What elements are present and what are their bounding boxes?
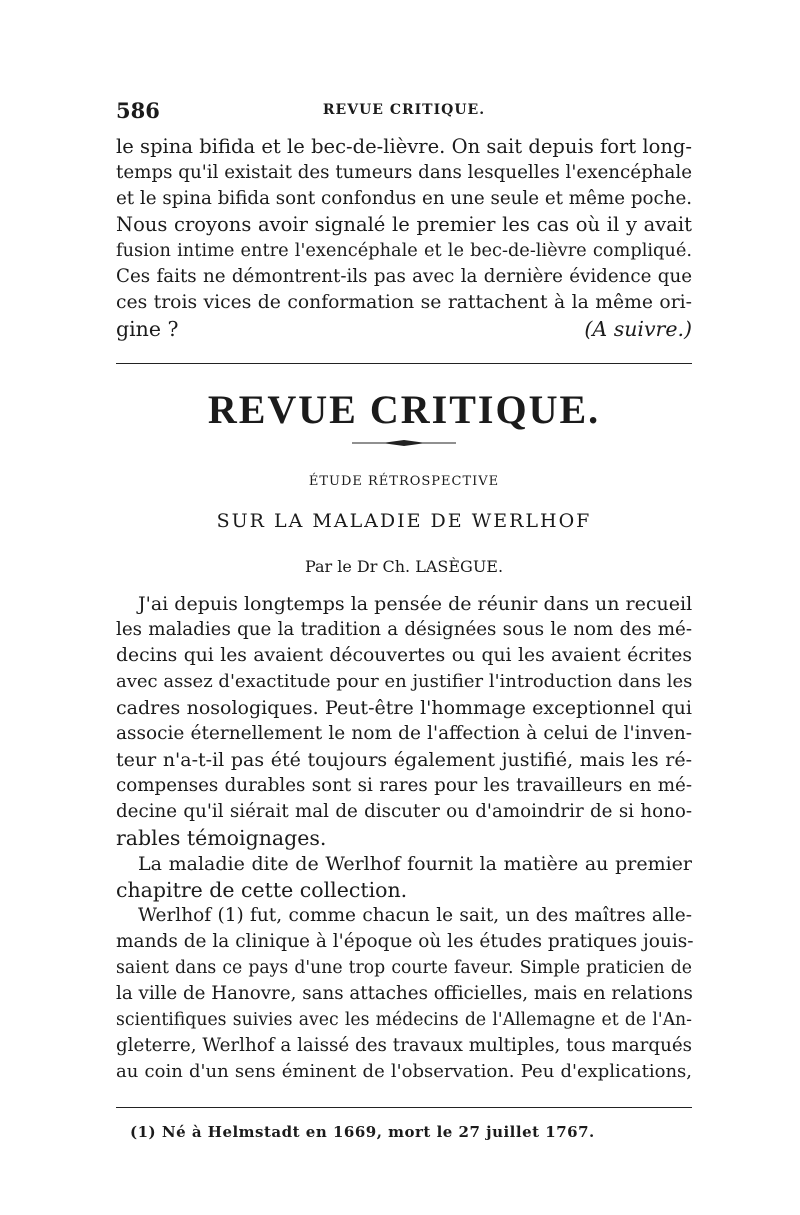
intro-line: et le spina bifida sont confondus en une seule et même poche. bbox=[116, 188, 693, 209]
byline: Par le Dr Ch. LASÈGUE. bbox=[304, 557, 504, 576]
intro-line: Ces faits ne démontrent-ils pas avec la dernière évidence que bbox=[116, 266, 692, 287]
page-header bbox=[116, 98, 692, 124]
intro-line: fusion intime entre l'exencéphale et le bec-de-lièvre compliqué. bbox=[116, 241, 692, 261]
intro-line: ces trois vices de conformation se rattachent à la même ori- bbox=[116, 292, 692, 313]
body-line: compenses durables sont si rares pour les travailleurs en mé- bbox=[116, 775, 692, 796]
section-title: REVUE CRITIQUE. bbox=[207, 387, 601, 432]
footnote: (1) Né à Helmstadt en 1669, mort le 27 juillet 1767. bbox=[130, 1123, 595, 1141]
body-line: La maladie dite de Werlhof fournit la matière au premier bbox=[138, 853, 692, 875]
footnote-divider bbox=[116, 1107, 692, 1108]
body-line: Werlhof (1) fut, comme chacun le sait, un des maîtres alle- bbox=[138, 905, 692, 926]
body-line: J'ai depuis longtemps la pensée de réunir dans un recueil bbox=[138, 593, 693, 615]
a-suivre-note: (A suivre.) bbox=[584, 317, 692, 341]
running-head: REVUE CRITIQUE. bbox=[322, 102, 486, 118]
intro-line: temps qu'il existait des tumeurs dans lesquelles l'exencéphale bbox=[116, 162, 693, 183]
intro-line: Nous croyons avoir signalé le premier les cas où il y avait bbox=[116, 213, 692, 236]
body-line: saient dans ce pays d'une trop courte faveur. Simple praticien de bbox=[116, 958, 692, 978]
intro-line: le spina bifida et le bec-de-lièvre. On sait depuis fort long- bbox=[116, 135, 692, 158]
body-line: chapitre de cette collection. bbox=[116, 878, 408, 902]
body-line: associe éternellement le nom de l'affection à celui de l'inven- bbox=[116, 723, 692, 744]
etude-label: ÉTUDE RÉTROSPECTIVE bbox=[308, 474, 500, 489]
body-line: teur n'a-t-il pas été toujours également justifié, mais les ré- bbox=[116, 749, 692, 771]
body-line: gleterre, Werlhof a laissé des travaux multiples, tous marqués bbox=[116, 1035, 692, 1056]
body-line: cadres nosologiques. Peut-être l'hommage exceptionnel qui bbox=[116, 697, 692, 719]
body-line: rables témoignages. bbox=[116, 826, 327, 850]
body-line: mands de la clinique à l'époque où les études pratiques jouis- bbox=[116, 931, 694, 952]
page-number: 586 bbox=[116, 98, 160, 123]
title-ornament bbox=[352, 440, 456, 446]
body-line: les maladies que la tradition a désignées sous le nom des mé- bbox=[116, 619, 692, 640]
body-line: scientifiques suivies avec les médecins de l'Allemagne et de l'An- bbox=[116, 1010, 692, 1030]
intro-last-text: gine ? bbox=[116, 317, 179, 341]
body-line: la ville de Hanovre, sans attaches officielles, mais en relations bbox=[116, 983, 693, 1004]
body-line: avec assez d'exactitude pour en justifier l'introduction dans les bbox=[116, 671, 693, 692]
section-divider bbox=[116, 363, 692, 364]
body-line: decine qu'il siérait mal de discuter ou d'amoindrir de si hono- bbox=[116, 801, 692, 822]
article-title: SUR LA MALADIE DE WERLHOF bbox=[216, 510, 592, 532]
body-line: au coin d'un sens éminent de l'observation. Peu d'explications, bbox=[116, 1061, 692, 1082]
body-line: decins qui les avaient découvertes ou qui les avaient écrites bbox=[116, 645, 692, 666]
